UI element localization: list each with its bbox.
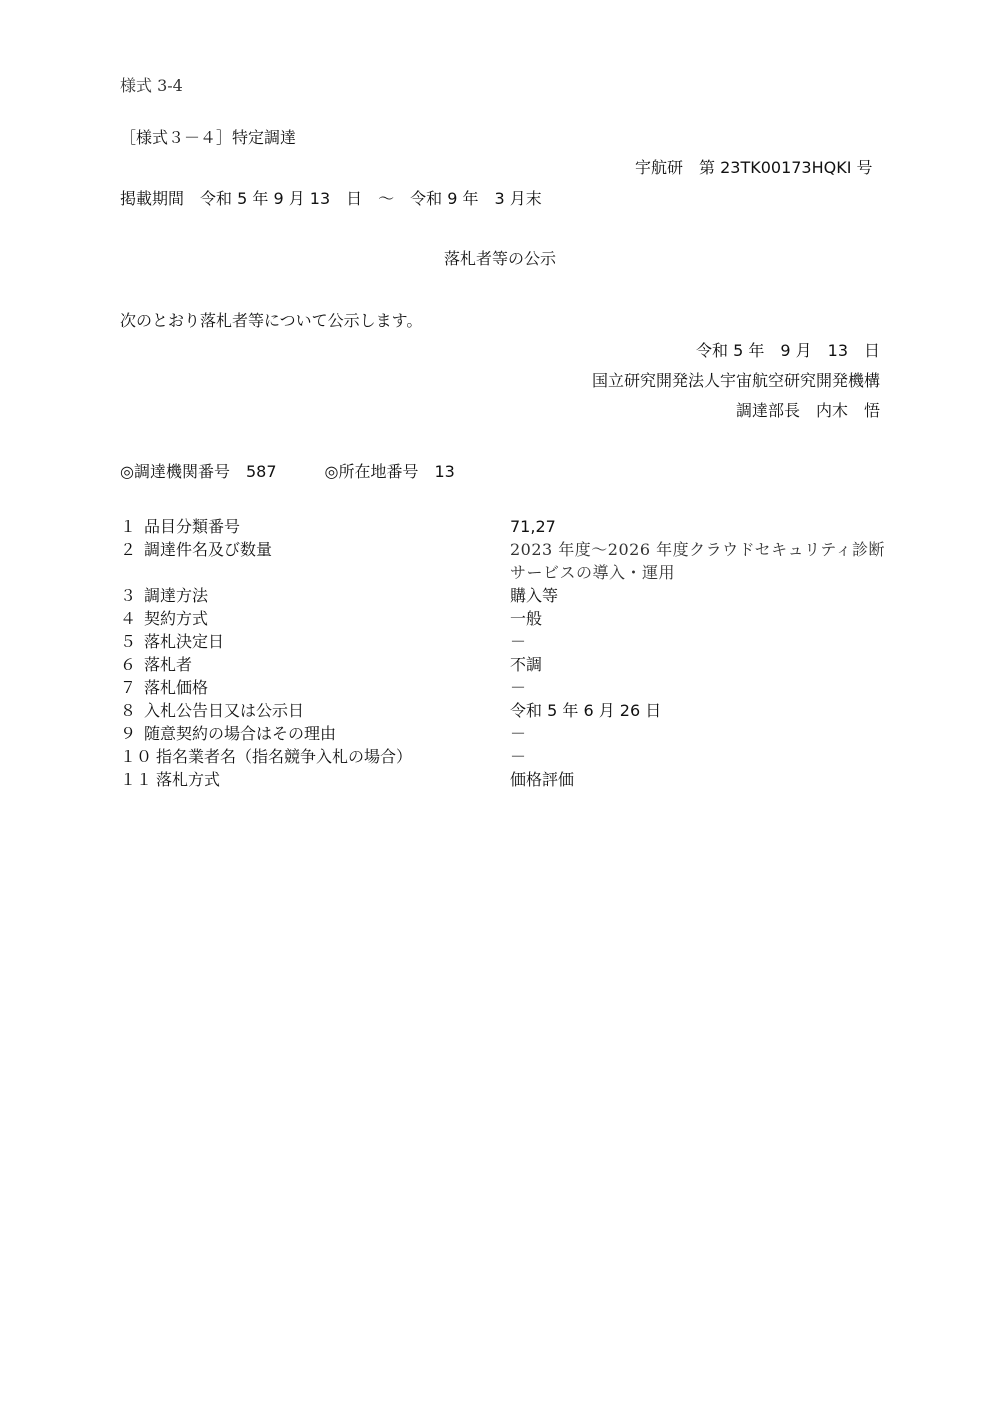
document-number: 宇航研 第 23TK00173HQKI 号 <box>635 158 873 177</box>
item-value: 購入等 <box>510 586 559 605</box>
page-title: 落札者等の公示 <box>443 249 556 268</box>
item-label-cell <box>120 699 510 722</box>
item-label: 落札者 <box>144 655 193 674</box>
list-item <box>120 745 890 768</box>
item-label: 契約方式 <box>144 609 209 628</box>
item-number: ７ <box>120 678 137 697</box>
item-label-cell <box>120 676 510 699</box>
item-label-cell <box>120 745 510 768</box>
item-number: １ <box>120 517 137 536</box>
item-value: 71,27 <box>510 517 556 536</box>
item-number: ２ <box>120 540 137 559</box>
item-value: 不調 <box>510 655 543 674</box>
form-label: 様式 3-4 <box>120 76 183 95</box>
item-label: 入札公告日又は公示日 <box>144 701 305 720</box>
item-label: 落札方式 <box>156 770 221 789</box>
list-item <box>120 607 890 630</box>
list-item <box>120 538 890 584</box>
item-list <box>120 515 890 791</box>
item-value: 価格評価 <box>510 770 575 789</box>
item-label-cell <box>120 630 510 653</box>
item-label-cell <box>120 538 510 584</box>
spec-title: ［様式３－４］特定調達 <box>120 128 297 147</box>
item-number: ５ <box>120 632 137 651</box>
item-value: 一般 <box>510 609 543 628</box>
item-number: ４ <box>120 609 137 628</box>
item-label-cell <box>120 653 510 676</box>
item-label-cell <box>120 722 510 745</box>
item-label-cell <box>120 584 510 607</box>
posting-period: 掲載期間 令和 5 年 9 月 13 日 ～ 令和 9 年 3 月末 <box>120 189 542 208</box>
signer: 調達部長 内木 悟 <box>735 401 880 420</box>
item-number: ６ <box>120 655 137 674</box>
intro-text: 次のとおり落札者等について公示します。 <box>120 311 423 330</box>
item-value: － <box>510 632 527 651</box>
item-value: 令和 5 年 6 月 26 日 <box>510 701 662 720</box>
item-label: 指名業者名（指名競争入札の場合） <box>156 747 413 766</box>
item-label: 調達方法 <box>144 586 209 605</box>
item-number: ８ <box>120 701 137 720</box>
item-value: 2023 年度～2026 年度クラウドセキュリティ診断サービスの導入・運用 <box>510 540 886 582</box>
list-item <box>120 630 890 653</box>
item-label-cell <box>120 768 510 791</box>
item-label: 調達件名及び数量 <box>144 540 273 559</box>
item-label-cell <box>120 515 510 538</box>
agency-codes: ◎調達機関番号 587 ◎所在地番号 13 <box>120 462 455 481</box>
item-number: ９ <box>120 724 137 743</box>
issue-date: 令和 5 年 9 月 13 日 <box>696 341 880 360</box>
item-label: 品目分類番号 <box>144 517 241 536</box>
item-label: 落札価格 <box>144 678 209 697</box>
item-value: － <box>510 724 527 743</box>
item-number: ３ <box>120 586 137 605</box>
list-item <box>120 584 890 607</box>
item-label: 落札決定日 <box>144 632 225 651</box>
item-value: － <box>510 747 527 766</box>
item-label-cell <box>120 607 510 630</box>
item-value: － <box>510 678 527 697</box>
issuing-organization: 国立研究開発法人宇宙航空研究開発機構 <box>591 371 880 390</box>
item-label: 随意契約の場合はその理由 <box>144 724 337 743</box>
list-item <box>120 653 890 676</box>
list-item <box>120 676 890 699</box>
item-number: １０ <box>120 747 153 766</box>
list-item <box>120 699 890 722</box>
list-item <box>120 722 890 745</box>
list-item <box>120 768 890 791</box>
item-number: １１ <box>120 770 153 789</box>
list-item <box>120 515 890 538</box>
